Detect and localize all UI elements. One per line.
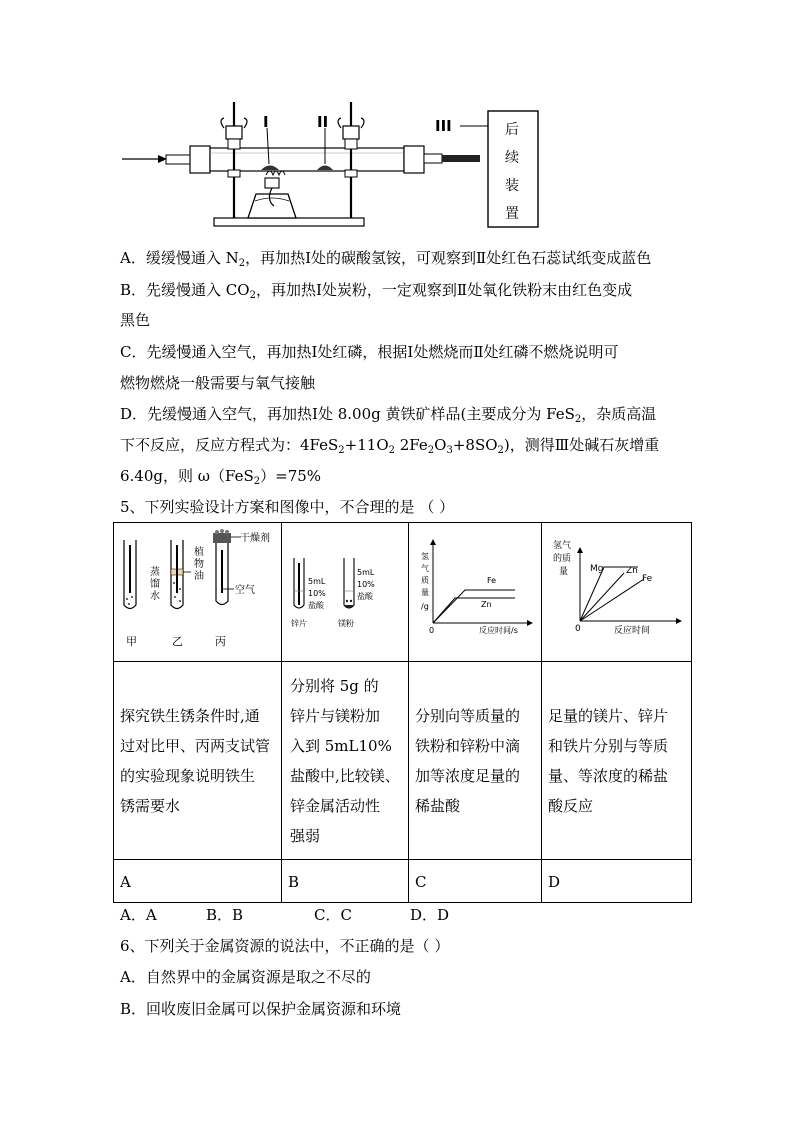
c-series-zn: Zn bbox=[481, 600, 492, 609]
metal-acid-tubes bbox=[282, 523, 407, 657]
d-ylabel-3: 量 bbox=[559, 567, 569, 577]
q5-figure-d bbox=[542, 523, 692, 662]
q4-option-d-line1: D．先缓慢通入空气，再加热Ⅰ处 8.00g 黄铁矿样品(主要成分为 FeS$_2$，杂质高温 bbox=[120, 405, 657, 425]
c-ylabel-4: 量 bbox=[421, 588, 429, 597]
hydrogen-mass-graph-c bbox=[409, 523, 540, 657]
q5-figure-b bbox=[282, 523, 409, 662]
box-char-2: 续 bbox=[505, 150, 519, 166]
label-tube-jia: 甲 bbox=[126, 635, 137, 648]
label-desiccant: 干燥剂 bbox=[240, 533, 270, 544]
q5-option-d: D．D bbox=[410, 906, 450, 924]
label-oil-2: 物 bbox=[194, 559, 204, 570]
q4-option-a: A．缓缓慢通入 $N_2$，再加热Ⅰ处的碳酸氢铵，可观察到Ⅱ处红色石蕊试纸变成蓝色 bbox=[120, 249, 652, 269]
label-b-acid-1: 盐酸 bbox=[308, 601, 324, 610]
q4-option-b-line1: B．先缓慢通入 $CO_2$，再加热Ⅰ处炭粉，一定观察到Ⅱ处氧化铁粉末由红色变成 bbox=[120, 281, 633, 301]
box-char-1: 后 bbox=[505, 122, 519, 138]
label-b-conc-1: 10% bbox=[308, 589, 326, 598]
q4-option-d-line2: 下不反应，反应方程式为：$4FeS_2+11O_2$ $2Fe_2O_3+8SO_2$)，测得Ⅲ处碱石灰增重 bbox=[120, 436, 660, 456]
c-series-fe: Fe bbox=[487, 576, 497, 585]
label-III: III bbox=[435, 117, 452, 135]
d-ylabel-2: 的质 bbox=[553, 554, 572, 564]
c-ylabel-5: /g bbox=[421, 602, 429, 611]
q5-letter-b: B bbox=[282, 860, 409, 903]
q5-desc-b: 分别将 5g 的 锌片与镁粉加 入到 5mL10% 盐酸中,比较镁、 锌金属活动性 强弱 bbox=[282, 662, 409, 860]
q5-options bbox=[120, 905, 449, 925]
q5-title: 5、下列实验设计方案和图像中，不合理的是 （ ） bbox=[120, 498, 455, 516]
box-char-3: 装 bbox=[505, 178, 519, 194]
d-series-mg: Mg bbox=[590, 564, 604, 574]
label-I: I bbox=[263, 113, 269, 131]
label-II: II bbox=[317, 113, 329, 131]
q5-letter-d: D bbox=[542, 860, 692, 903]
q4-option-c-line2: 燃物燃烧一般需要与氧气接触 bbox=[120, 374, 316, 392]
q4-option-d-line3: 6.40g，则 ω（FeS$_2$）=75% bbox=[120, 467, 322, 487]
c-ylabel-1: 氢 bbox=[421, 552, 429, 561]
q5-option-b: B．B bbox=[206, 906, 244, 924]
q6-title: 6、下列关于金属资源的说法中，不正确的是（ ） bbox=[120, 937, 450, 955]
label-b-vol-1: 5mL bbox=[308, 577, 326, 586]
q5-figure-a bbox=[114, 523, 282, 662]
q5-letter-c: C bbox=[409, 860, 542, 903]
d-origin: 0 bbox=[575, 624, 581, 634]
q5-table bbox=[113, 522, 692, 903]
c-ylabel-2: 气 bbox=[421, 564, 429, 573]
label-tube-yi: 乙 bbox=[172, 635, 183, 648]
q5-desc-a: 探究铁生锈条件时,通 过对比甲、丙两支试管 的实验现象说明铁生 锈需要水 bbox=[114, 662, 282, 860]
label-water-3: 水 bbox=[150, 591, 160, 602]
box-char-4: 置 bbox=[505, 206, 519, 222]
label-air: 空气 bbox=[235, 585, 255, 596]
label-mg-powder: 镁粉 bbox=[338, 619, 354, 628]
c-xlabel: 反应时间/s bbox=[479, 626, 518, 635]
q5-option-c: C．C bbox=[314, 906, 352, 924]
label-oil-3: 油 bbox=[194, 571, 204, 582]
rusting-test-tubes bbox=[114, 523, 280, 657]
d-series-fe: Fe bbox=[642, 574, 653, 584]
q6-option-a: A．自然界中的金属资源是取之不尽的 bbox=[120, 968, 371, 986]
apparatus-figure bbox=[118, 98, 543, 230]
q6-option-b: B．回收废旧金属可以保护金属资源和环境 bbox=[120, 1000, 402, 1018]
d-xlabel: 反应时间 bbox=[614, 626, 651, 636]
label-b-acid-2: 盐酸 bbox=[357, 592, 373, 601]
label-b-vol-2: 5mL bbox=[357, 568, 375, 577]
label-b-conc-2: 10% bbox=[357, 580, 375, 589]
label-zinc-piece: 锌片 bbox=[291, 619, 307, 628]
d-series-zn: Zn bbox=[626, 566, 638, 576]
label-oil-1: 植 bbox=[194, 547, 204, 558]
c-ylabel-3: 质 bbox=[421, 576, 429, 585]
q4-option-c-line1: C．先缓慢通入空气，再加热Ⅰ处红磷，根据Ⅰ处燃烧而Ⅱ处红磷不燃烧说明可 bbox=[120, 343, 619, 361]
q5-option-a: A．A bbox=[120, 906, 157, 924]
hydrogen-mass-graph-d bbox=[542, 523, 690, 657]
q5-letter-a: A bbox=[114, 860, 282, 903]
d-ylabel-1: 氢气 bbox=[553, 541, 572, 551]
q4-option-b-line2: 黑色 bbox=[120, 311, 151, 329]
label-tube-bing: 丙 bbox=[215, 635, 226, 648]
q5-desc-d: 足量的镁片、锌片 和铁片分别与等质 量、等浓度的稀盐 酸反应 bbox=[542, 662, 692, 860]
q5-desc-c: 分别向等质量的 铁粉和锌粉中滴 加等浓度足量的 稀盐酸 bbox=[409, 662, 542, 860]
q5-figure-c bbox=[409, 523, 542, 662]
c-origin: 0 bbox=[429, 626, 435, 635]
label-water-1: 蒸 bbox=[150, 567, 160, 578]
label-water-2: 馏 bbox=[150, 579, 160, 590]
